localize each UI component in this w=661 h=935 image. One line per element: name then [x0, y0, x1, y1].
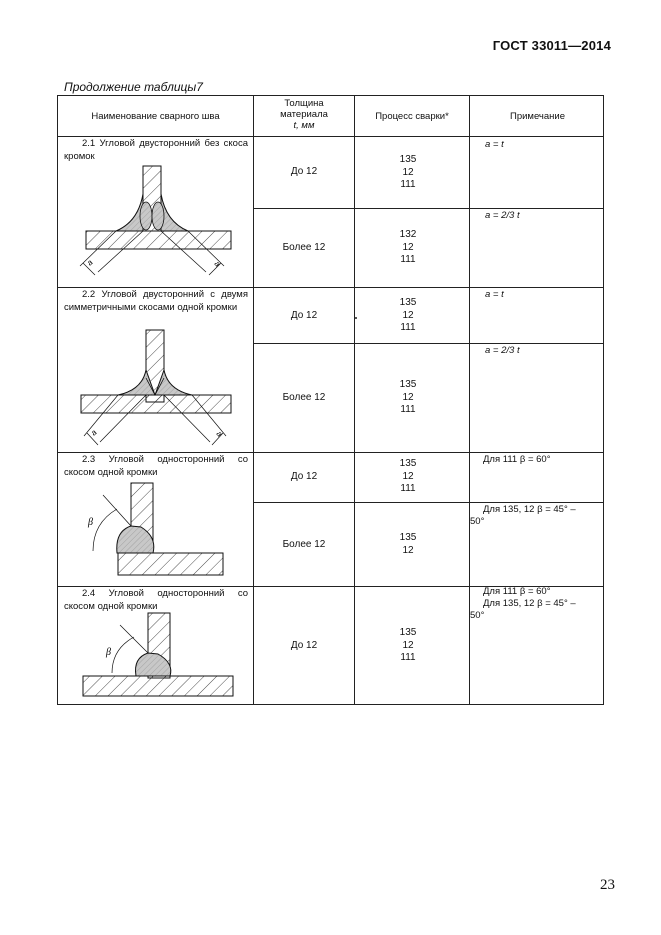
dim-label-a-left-2: a	[89, 427, 99, 438]
dim-label-a-right-2: a	[214, 429, 225, 439]
row-title-2-1: 2.1 Угловой двусторонний без скоса кромок	[64, 138, 248, 162]
dim-label-a-right: a	[212, 259, 223, 269]
note-2-4-a: Для 111 β = 60° Для 135, 12 β = 45° – 50°	[470, 586, 576, 621]
process-list-2-3-b: 135 12	[399, 532, 417, 556]
thickness-2-2-b: Более 12	[282, 392, 326, 403]
angle-label-beta-2-3: β	[88, 517, 93, 528]
row-title-2-3: 2.3 Угловой односторонний со скосом одной кромки	[64, 454, 248, 478]
note-2-1-b: a = 2/3 t	[485, 210, 520, 221]
process-list-2-1-a: 135 12 111	[399, 154, 417, 190]
weld-table	[57, 95, 604, 705]
dim-label-a-left: a	[85, 257, 95, 268]
process-list-2-2-b: 135 12 111	[399, 379, 417, 415]
note-2-2-a: a = t	[485, 289, 504, 300]
page-number: 23	[600, 877, 615, 893]
col-header-name: Наименование сварного шва	[91, 111, 220, 122]
col-header-thickness: Толщина материала t, мм	[280, 98, 328, 131]
col-header-note: Примечание	[510, 111, 565, 122]
weld-sketch-2-4	[78, 611, 238, 701]
thickness-2-1-b: Более 12	[282, 242, 326, 253]
note-2-3-b: Для 135, 12 β = 45° – 50°	[470, 504, 576, 527]
thickness-2-1-a: До 12	[290, 166, 318, 177]
thickness-2-4-a: До 12	[290, 640, 318, 651]
note-2-1-a: a = t	[485, 139, 504, 150]
weld-sketch-2-3	[83, 481, 233, 581]
header-divider	[58, 136, 603, 137]
stray-dot	[355, 317, 357, 319]
angle-label-beta-2-4: β	[106, 647, 111, 658]
thickness-2-3-a: До 12	[290, 471, 318, 482]
subrow-divider-1	[253, 208, 603, 209]
thickness-2-3-b: Более 12	[282, 539, 326, 550]
col-header-process: Процесс сварки*	[375, 111, 449, 122]
subrow-divider-3	[253, 502, 603, 503]
standard-number: ГОСТ 33011—2014	[492, 38, 611, 53]
note-2-3-a: Для 111 β = 60°	[483, 454, 551, 465]
row-title-2-2: 2.2 Угловой двусторонний с двумя симметричными скосами одной кромки	[64, 289, 248, 313]
process-list-2-1-b: 132 12 111	[399, 229, 417, 265]
row-divider-1	[58, 287, 603, 288]
col-divider-2	[354, 96, 355, 704]
process-list-2-4-a: 135 12 111	[399, 627, 417, 663]
table-caption: Продолжение таблицы7	[64, 80, 203, 94]
subrow-divider-2	[253, 343, 603, 344]
row-title-2-4: 2.4 Угловой односторонний со скосом одной кромки	[64, 588, 248, 612]
row-divider-2	[58, 452, 603, 453]
note-2-2-b: a = 2/3 t	[485, 345, 520, 356]
weld-sketch-2-1	[78, 164, 238, 279]
weld-sketch-2-2	[76, 328, 236, 450]
thickness-2-2-a: До 12	[290, 310, 318, 321]
process-list-2-3-a: 135 12 111	[399, 458, 417, 494]
process-list-2-2-a: 135 12 111	[399, 297, 417, 333]
